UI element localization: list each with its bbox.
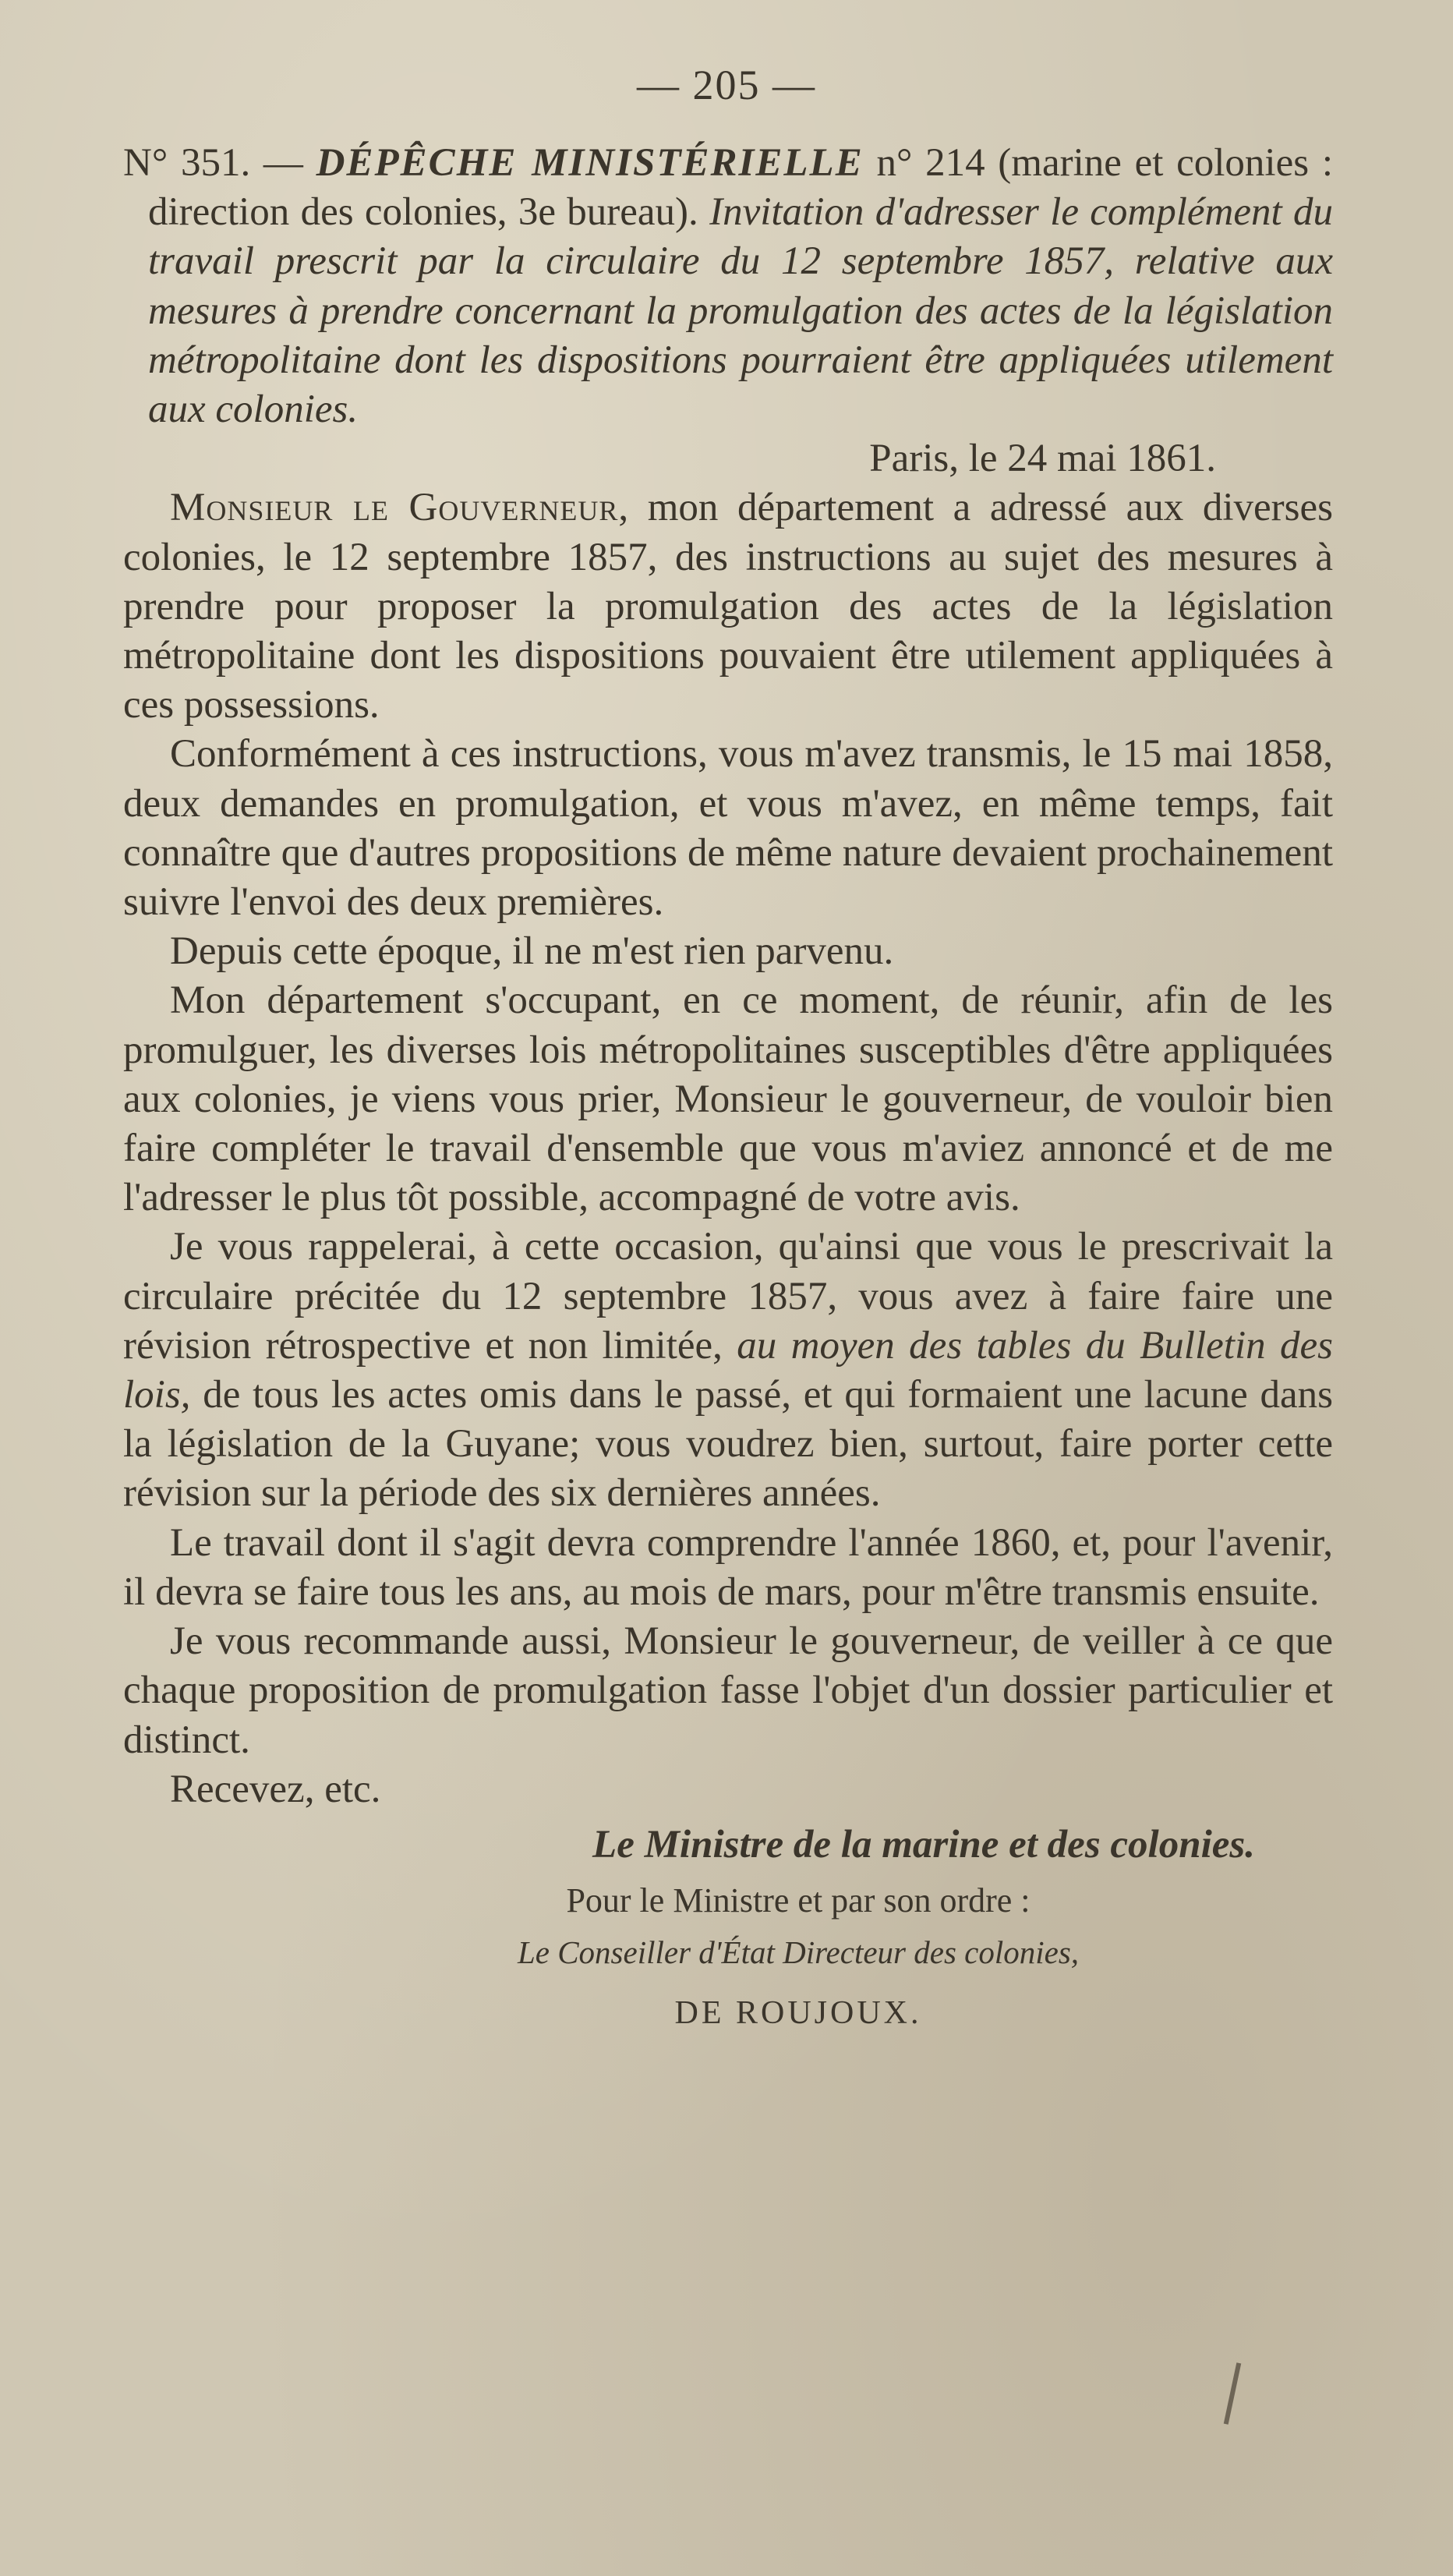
dispatch-number: N° 351. — [123, 141, 251, 185]
signature-line-3: Le Conseiller d'État Directeur des colonies, — [517, 1934, 1080, 1971]
dispatch-title: DÉPÊCHE MINISTÉRIELLE — [316, 141, 864, 185]
paragraph-5-before: Je vous rappelerai, à cette occasion, qu'ainsi que vous le prescrivait la circulaire précitée du 12 septembre 1857, vous avez à faire faire une révision rétrospective et non limitée, — [123, 1225, 1333, 1368]
paragraph-5-after: de tous les actes omis dans le passé, et qui formaient une lacune dans la législation de la Guyane; vous voudrez bien, surtout, faire porter cette révision sur la période des six dernières années. — [123, 1373, 1333, 1516]
paragraph-2: Conformément à ces instructions, vous m'avez transmis, le 15 mai 1858, deux demandes en promulgation, et vous m'avez, en même temps, fait connaître que d'autres propositions de même nature devaient prochainement suivre l'envoi des deux premières. — [123, 732, 1333, 925]
paragraph-7: Je vous recommande aussi, Monsieur le gouverneur, de veiller à ce que chaque proposition de promulgation fasse l'objet d'un dossier particulier et distinct. — [123, 1619, 1333, 1762]
paragraph-6: Le travail dont il s'agit devra comprendre l'année 1860, et, pour l'avenir, il devra se faire tous les ans, au mois de mars, pour m'être transmis ensuite. — [123, 1520, 1333, 1614]
pen-mark — [1224, 2362, 1242, 2424]
signature-line-2: Pour le Ministre et par son ordre : — [566, 1881, 1031, 1920]
dispatch-ref: n° 214 (marine et colonies : direction des colonies, 3e bureau). — [148, 141, 1333, 235]
closing: Recevez, etc. — [170, 1767, 381, 1811]
paragraph-3: Depuis cette époque, il ne m'est rien parvenu. — [170, 929, 894, 974]
paragraph-5 — [123, 1223, 1333, 1518]
dispatch-dash: — — [250, 141, 316, 185]
paragraph-1 — [123, 483, 1333, 730]
paragraph-1-text: , mon département a adressé aux diverses colonies, le 12 septembre 1857, des instructions au sujet des mesures à prendre pour proposer la promulgation des actes de la législation métropolitaine dont les dispositions pouvaient être utilement appliquées à ces possessions. — [123, 486, 1333, 727]
place-date: Paris, le 24 mai 1861. — [869, 437, 1216, 481]
page-number: — 205 — — [637, 62, 816, 108]
signature-title: Le Ministre de la marine et des colonies. — [592, 1822, 1255, 1867]
document-body — [123, 139, 1333, 2038]
paragraph-4: Mon département s'occupant, en ce moment, de réunir, afin de les promulguer, les diverses lois métropolitaines susceptibles d'être appliquées aux colonies, je viens vous prier, Monsieur le gouverneur, de vouloir bien faire compléter le travail d'ensemble que vous m'aviez annoncé et de me l'adresser le plus tôt possible, accompagné de votre avis. — [123, 978, 1333, 1220]
dispatch-subject: Invitation d'adresser le complément du travail prescrit par la circulaire du 12 septembre 1857, relative aux mesures à prendre concernant la promulgation des actes de la législation métropolitaine dont les dispositions pourraient être appliquées utilement aux colonies. — [148, 190, 1333, 432]
signature-name: DE ROUJOUX. — [674, 1994, 922, 2031]
salutation: Monsieur le Gouverneur — [170, 486, 619, 530]
paragraph-5-italic: au moyen des tables du Bulletin des lois, — [123, 1323, 1333, 1417]
signature-block — [123, 1821, 1333, 2038]
dispatch-header — [123, 139, 1333, 434]
